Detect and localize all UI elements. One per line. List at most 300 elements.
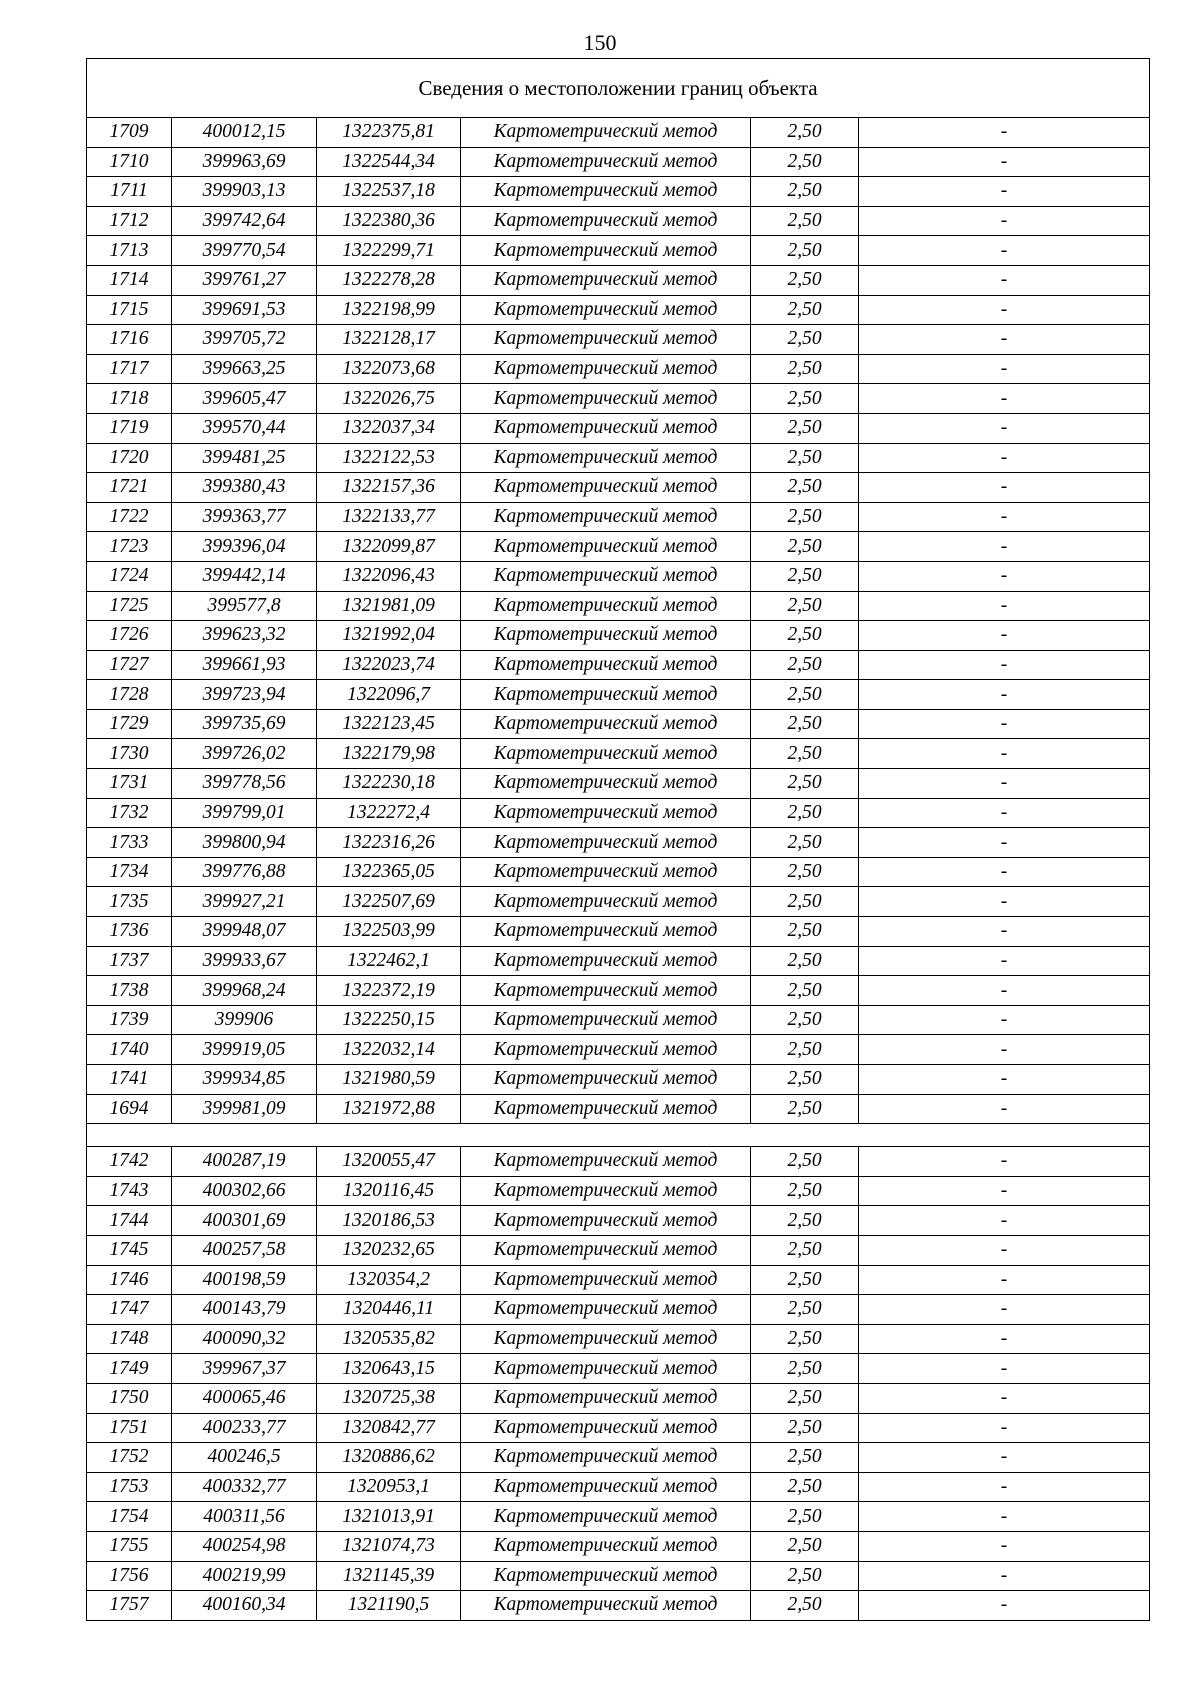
accuracy-cell: 2,50 <box>751 1005 859 1035</box>
y-coordinate-cell: 1320535,82 <box>317 1324 461 1354</box>
accuracy-cell: 2,50 <box>751 1324 859 1354</box>
x-coordinate-cell: 400246,5 <box>172 1443 317 1473</box>
accuracy-cell: 2,50 <box>751 236 859 266</box>
x-coordinate-cell: 399396,04 <box>172 532 317 562</box>
method-cell: Картометрический метод <box>461 591 751 621</box>
y-coordinate-cell: 1322073,68 <box>317 354 461 384</box>
method-cell: Картометрический метод <box>461 887 751 917</box>
x-coordinate-cell: 399968,24 <box>172 976 317 1006</box>
point-number-cell: 1715 <box>87 295 172 325</box>
y-coordinate-cell: 1320886,62 <box>317 1443 461 1473</box>
accuracy-cell: 2,50 <box>751 857 859 887</box>
note-cell: - <box>859 769 1150 799</box>
table-row <box>87 1265 1150 1295</box>
group-separator-cell <box>87 1124 1150 1147</box>
point-number-cell: 1709 <box>87 118 172 148</box>
accuracy-cell: 2,50 <box>751 384 859 414</box>
method-cell: Картометрический метод <box>461 946 751 976</box>
accuracy-cell: 2,50 <box>751 887 859 917</box>
note-cell: - <box>859 828 1150 858</box>
table-row <box>87 798 1150 828</box>
point-number-cell: 1749 <box>87 1354 172 1384</box>
y-coordinate-cell: 1322544,34 <box>317 147 461 177</box>
x-coordinate-cell: 399735,69 <box>172 709 317 739</box>
note-cell: - <box>859 1094 1150 1124</box>
y-coordinate-cell: 1322503,99 <box>317 917 461 947</box>
note-cell: - <box>859 946 1150 976</box>
point-number-cell: 1722 <box>87 502 172 532</box>
note-cell: - <box>859 177 1150 207</box>
table-row <box>87 1176 1150 1206</box>
note-cell: - <box>859 1383 1150 1413</box>
table-row <box>87 857 1150 887</box>
note-cell: - <box>859 739 1150 769</box>
method-cell: Картометрический метод <box>461 443 751 473</box>
y-coordinate-cell: 1321972,88 <box>317 1094 461 1124</box>
note-cell: - <box>859 147 1150 177</box>
point-number-cell: 1737 <box>87 946 172 976</box>
x-coordinate-cell: 400287,19 <box>172 1147 317 1177</box>
accuracy-cell: 2,50 <box>751 1206 859 1236</box>
table-row <box>87 591 1150 621</box>
point-number-cell: 1733 <box>87 828 172 858</box>
point-number-cell: 1744 <box>87 1206 172 1236</box>
method-cell: Картометрический метод <box>461 1383 751 1413</box>
x-coordinate-cell: 400257,58 <box>172 1235 317 1265</box>
y-coordinate-cell: 1321013,91 <box>317 1502 461 1532</box>
method-cell: Картометрический метод <box>461 769 751 799</box>
x-coordinate-cell: 399776,88 <box>172 857 317 887</box>
accuracy-cell: 2,50 <box>751 443 859 473</box>
accuracy-cell: 2,50 <box>751 1176 859 1206</box>
note-cell: - <box>859 917 1150 947</box>
note-cell: - <box>859 354 1150 384</box>
y-coordinate-cell: 1322462,1 <box>317 946 461 976</box>
accuracy-cell: 2,50 <box>751 680 859 710</box>
point-number-cell: 1747 <box>87 1295 172 1325</box>
x-coordinate-cell: 399605,47 <box>172 384 317 414</box>
note-cell: - <box>859 887 1150 917</box>
method-cell: Картометрический метод <box>461 1354 751 1384</box>
accuracy-cell: 2,50 <box>751 502 859 532</box>
method-cell: Картометрический метод <box>461 1295 751 1325</box>
accuracy-cell: 2,50 <box>751 354 859 384</box>
note-cell: - <box>859 1295 1150 1325</box>
point-number-cell: 1730 <box>87 739 172 769</box>
y-coordinate-cell: 1322380,36 <box>317 206 461 236</box>
x-coordinate-cell: 399967,37 <box>172 1354 317 1384</box>
x-coordinate-cell: 400012,15 <box>172 118 317 148</box>
note-cell: - <box>859 295 1150 325</box>
point-number-cell: 1757 <box>87 1591 172 1621</box>
table-row <box>87 1295 1150 1325</box>
table-row <box>87 1531 1150 1561</box>
accuracy-cell: 2,50 <box>751 739 859 769</box>
method-cell: Картометрический метод <box>461 384 751 414</box>
x-coordinate-cell: 399919,05 <box>172 1035 317 1065</box>
accuracy-cell: 2,50 <box>751 769 859 799</box>
note-cell: - <box>859 857 1150 887</box>
table-title: Сведения о местоположении границ объекта <box>87 59 1150 118</box>
x-coordinate-cell: 399963,69 <box>172 147 317 177</box>
x-coordinate-cell: 399623,32 <box>172 621 317 651</box>
note-cell: - <box>859 798 1150 828</box>
note-cell: - <box>859 591 1150 621</box>
x-coordinate-cell: 399363,77 <box>172 502 317 532</box>
table-row <box>87 1383 1150 1413</box>
note-cell: - <box>859 1443 1150 1473</box>
method-cell: Картометрический метод <box>461 857 751 887</box>
accuracy-cell: 2,50 <box>751 798 859 828</box>
table-row <box>87 976 1150 1006</box>
x-coordinate-cell: 399570,44 <box>172 413 317 443</box>
accuracy-cell: 2,50 <box>751 532 859 562</box>
y-coordinate-cell: 1322375,81 <box>317 118 461 148</box>
method-cell: Картометрический метод <box>461 1413 751 1443</box>
accuracy-cell: 2,50 <box>751 828 859 858</box>
y-coordinate-cell: 1322123,45 <box>317 709 461 739</box>
note-cell: - <box>859 1265 1150 1295</box>
note-cell: - <box>859 1413 1150 1443</box>
group-separator-row <box>87 1124 1150 1147</box>
y-coordinate-cell: 1320643,15 <box>317 1354 461 1384</box>
point-number-cell: 1751 <box>87 1413 172 1443</box>
accuracy-cell: 2,50 <box>751 976 859 1006</box>
note-cell: - <box>859 473 1150 503</box>
method-cell: Картометрический метод <box>461 1235 751 1265</box>
accuracy-cell: 2,50 <box>751 1295 859 1325</box>
note-cell: - <box>859 561 1150 591</box>
table-row <box>87 295 1150 325</box>
table-row <box>87 118 1150 148</box>
point-number-cell: 1753 <box>87 1472 172 1502</box>
accuracy-cell: 2,50 <box>751 1531 859 1561</box>
y-coordinate-cell: 1322133,77 <box>317 502 461 532</box>
table-row <box>87 1591 1150 1621</box>
point-number-cell: 1750 <box>87 1383 172 1413</box>
x-coordinate-cell: 399577,8 <box>172 591 317 621</box>
table-row <box>87 1472 1150 1502</box>
y-coordinate-cell: 1320446,11 <box>317 1295 461 1325</box>
point-number-cell: 1731 <box>87 769 172 799</box>
y-coordinate-cell: 1322250,15 <box>317 1005 461 1035</box>
method-cell: Картометрический метод <box>461 295 751 325</box>
point-number-cell: 1710 <box>87 147 172 177</box>
y-coordinate-cell: 1320055,47 <box>317 1147 461 1177</box>
table-row <box>87 709 1150 739</box>
point-number-cell: 1746 <box>87 1265 172 1295</box>
table-row <box>87 443 1150 473</box>
note-cell: - <box>859 265 1150 295</box>
point-number-cell: 1739 <box>87 1005 172 1035</box>
note-cell: - <box>859 1176 1150 1206</box>
y-coordinate-cell: 1322096,7 <box>317 680 461 710</box>
boundary-coordinates-table <box>86 58 1150 1621</box>
point-number-cell: 1714 <box>87 265 172 295</box>
note-cell: - <box>859 709 1150 739</box>
method-cell: Картометрический метод <box>461 680 751 710</box>
point-number-cell: 1740 <box>87 1035 172 1065</box>
accuracy-cell: 2,50 <box>751 709 859 739</box>
table-row <box>87 1094 1150 1124</box>
method-cell: Картометрический метод <box>461 325 751 355</box>
table-row <box>87 532 1150 562</box>
note-cell: - <box>859 976 1150 1006</box>
point-number-cell: 1721 <box>87 473 172 503</box>
x-coordinate-cell: 399726,02 <box>172 739 317 769</box>
table-row <box>87 561 1150 591</box>
x-coordinate-cell: 400143,79 <box>172 1295 317 1325</box>
y-coordinate-cell: 1322507,69 <box>317 887 461 917</box>
method-cell: Картометрический метод <box>461 1094 751 1124</box>
y-coordinate-cell: 1320186,53 <box>317 1206 461 1236</box>
x-coordinate-cell: 399948,07 <box>172 917 317 947</box>
point-number-cell: 1742 <box>87 1147 172 1177</box>
method-cell: Картометрический метод <box>461 1443 751 1473</box>
point-number-cell: 1755 <box>87 1531 172 1561</box>
note-cell: - <box>859 502 1150 532</box>
y-coordinate-cell: 1322096,43 <box>317 561 461 591</box>
point-number-cell: 1735 <box>87 887 172 917</box>
x-coordinate-cell: 400254,98 <box>172 1531 317 1561</box>
note-cell: - <box>859 532 1150 562</box>
table-row <box>87 502 1150 532</box>
x-coordinate-cell: 400160,34 <box>172 1591 317 1621</box>
method-cell: Картометрический метод <box>461 1561 751 1591</box>
y-coordinate-cell: 1322037,34 <box>317 413 461 443</box>
accuracy-cell: 2,50 <box>751 325 859 355</box>
note-cell: - <box>859 413 1150 443</box>
method-cell: Картометрический метод <box>461 650 751 680</box>
y-coordinate-cell: 1321145,39 <box>317 1561 461 1591</box>
point-number-cell: 1716 <box>87 325 172 355</box>
y-coordinate-cell: 1320116,45 <box>317 1176 461 1206</box>
table-row <box>87 1413 1150 1443</box>
y-coordinate-cell: 1322099,87 <box>317 532 461 562</box>
point-number-cell: 1720 <box>87 443 172 473</box>
accuracy-cell: 2,50 <box>751 1235 859 1265</box>
table-header-row <box>87 59 1150 118</box>
table-row <box>87 147 1150 177</box>
method-cell: Картометрический метод <box>461 1065 751 1095</box>
table-row <box>87 1502 1150 1532</box>
accuracy-cell: 2,50 <box>751 1265 859 1295</box>
y-coordinate-cell: 1321074,73 <box>317 1531 461 1561</box>
method-cell: Картометрический метод <box>461 532 751 562</box>
note-cell: - <box>859 443 1150 473</box>
method-cell: Картометрический метод <box>461 265 751 295</box>
y-coordinate-cell: 1322372,19 <box>317 976 461 1006</box>
x-coordinate-cell: 400233,77 <box>172 1413 317 1443</box>
method-cell: Картометрический метод <box>461 709 751 739</box>
method-cell: Картометрический метод <box>461 502 751 532</box>
y-coordinate-cell: 1322026,75 <box>317 384 461 414</box>
point-number-cell: 1732 <box>87 798 172 828</box>
accuracy-cell: 2,50 <box>751 1413 859 1443</box>
table-row <box>87 325 1150 355</box>
method-cell: Картометрический метод <box>461 177 751 207</box>
accuracy-cell: 2,50 <box>751 561 859 591</box>
method-cell: Картометрический метод <box>461 413 751 443</box>
note-cell: - <box>859 650 1150 680</box>
table-row <box>87 354 1150 384</box>
table-row <box>87 769 1150 799</box>
x-coordinate-cell: 399800,94 <box>172 828 317 858</box>
note-cell: - <box>859 384 1150 414</box>
note-cell: - <box>859 1206 1150 1236</box>
accuracy-cell: 2,50 <box>751 1147 859 1177</box>
page-number: 150 <box>583 30 617 55</box>
x-coordinate-cell: 399481,25 <box>172 443 317 473</box>
y-coordinate-cell: 1321981,09 <box>317 591 461 621</box>
table-row <box>87 236 1150 266</box>
accuracy-cell: 2,50 <box>751 206 859 236</box>
point-number-cell: 1728 <box>87 680 172 710</box>
method-cell: Картометрический метод <box>461 1591 751 1621</box>
accuracy-cell: 2,50 <box>751 1383 859 1413</box>
point-number-cell: 1719 <box>87 413 172 443</box>
table-row <box>87 265 1150 295</box>
y-coordinate-cell: 1322032,14 <box>317 1035 461 1065</box>
table-row <box>87 887 1150 917</box>
note-cell: - <box>859 1472 1150 1502</box>
note-cell: - <box>859 1005 1150 1035</box>
table-row <box>87 739 1150 769</box>
y-coordinate-cell: 1322179,98 <box>317 739 461 769</box>
table-row <box>87 1443 1150 1473</box>
point-number-cell: 1723 <box>87 532 172 562</box>
accuracy-cell: 2,50 <box>751 265 859 295</box>
y-coordinate-cell: 1322122,53 <box>317 443 461 473</box>
accuracy-cell: 2,50 <box>751 1094 859 1124</box>
method-cell: Картометрический метод <box>461 236 751 266</box>
method-cell: Картометрический метод <box>461 1206 751 1236</box>
y-coordinate-cell: 1322316,26 <box>317 828 461 858</box>
y-coordinate-cell: 1321992,04 <box>317 621 461 651</box>
table-row <box>87 621 1150 651</box>
point-number-cell: 1724 <box>87 561 172 591</box>
y-coordinate-cell: 1322198,99 <box>317 295 461 325</box>
point-number-cell: 1756 <box>87 1561 172 1591</box>
x-coordinate-cell: 400065,46 <box>172 1383 317 1413</box>
point-number-cell: 1726 <box>87 621 172 651</box>
method-cell: Картометрический метод <box>461 1472 751 1502</box>
y-coordinate-cell: 1320725,38 <box>317 1383 461 1413</box>
point-number-cell: 1736 <box>87 917 172 947</box>
y-coordinate-cell: 1322299,71 <box>317 236 461 266</box>
x-coordinate-cell: 400198,59 <box>172 1265 317 1295</box>
table-row <box>87 206 1150 236</box>
x-coordinate-cell: 399778,56 <box>172 769 317 799</box>
table-row <box>87 946 1150 976</box>
table-row <box>87 828 1150 858</box>
x-coordinate-cell: 399723,94 <box>172 680 317 710</box>
table-row <box>87 917 1150 947</box>
note-cell: - <box>859 118 1150 148</box>
table-row <box>87 177 1150 207</box>
x-coordinate-cell: 399761,27 <box>172 265 317 295</box>
method-cell: Картометрический метод <box>461 976 751 1006</box>
accuracy-cell: 2,50 <box>751 118 859 148</box>
method-cell: Картометрический метод <box>461 739 751 769</box>
accuracy-cell: 2,50 <box>751 1035 859 1065</box>
x-coordinate-cell: 399934,85 <box>172 1065 317 1095</box>
note-cell: - <box>859 206 1150 236</box>
accuracy-cell: 2,50 <box>751 1591 859 1621</box>
table-row <box>87 1035 1150 1065</box>
note-cell: - <box>859 1354 1150 1384</box>
table-row <box>87 1206 1150 1236</box>
point-number-cell: 1754 <box>87 1502 172 1532</box>
accuracy-cell: 2,50 <box>751 413 859 443</box>
method-cell: Картометрический метод <box>461 1176 751 1206</box>
point-number-cell: 1734 <box>87 857 172 887</box>
method-cell: Картометрический метод <box>461 917 751 947</box>
note-cell: - <box>859 236 1150 266</box>
note-cell: - <box>859 1561 1150 1591</box>
y-coordinate-cell: 1322365,05 <box>317 857 461 887</box>
note-cell: - <box>859 1035 1150 1065</box>
accuracy-cell: 2,50 <box>751 147 859 177</box>
y-coordinate-cell: 1320232,65 <box>317 1235 461 1265</box>
note-cell: - <box>859 621 1150 651</box>
y-coordinate-cell: 1321190,5 <box>317 1591 461 1621</box>
method-cell: Картометрический метод <box>461 1324 751 1354</box>
method-cell: Картометрический метод <box>461 828 751 858</box>
accuracy-cell: 2,50 <box>751 917 859 947</box>
y-coordinate-cell: 1320354,2 <box>317 1265 461 1295</box>
point-number-cell: 1712 <box>87 206 172 236</box>
point-number-cell: 1745 <box>87 1235 172 1265</box>
note-cell: - <box>859 1502 1150 1532</box>
x-coordinate-cell: 399742,64 <box>172 206 317 236</box>
note-cell: - <box>859 680 1150 710</box>
table-row <box>87 1235 1150 1265</box>
method-cell: Картометрический метод <box>461 1147 751 1177</box>
table-row <box>87 1147 1150 1177</box>
method-cell: Картометрический метод <box>461 473 751 503</box>
point-number-cell: 1741 <box>87 1065 172 1095</box>
point-number-cell: 1729 <box>87 709 172 739</box>
table-row <box>87 1065 1150 1095</box>
point-number-cell: 1717 <box>87 354 172 384</box>
x-coordinate-cell: 400302,66 <box>172 1176 317 1206</box>
accuracy-cell: 2,50 <box>751 1472 859 1502</box>
point-number-cell: 1725 <box>87 591 172 621</box>
accuracy-cell: 2,50 <box>751 177 859 207</box>
y-coordinate-cell: 1322278,28 <box>317 265 461 295</box>
accuracy-cell: 2,50 <box>751 621 859 651</box>
point-number-cell: 1727 <box>87 650 172 680</box>
x-coordinate-cell: 399903,13 <box>172 177 317 207</box>
x-coordinate-cell: 400219,99 <box>172 1561 317 1591</box>
accuracy-cell: 2,50 <box>751 650 859 680</box>
x-coordinate-cell: 400311,56 <box>172 1502 317 1532</box>
note-cell: - <box>859 1591 1150 1621</box>
note-cell: - <box>859 1065 1150 1095</box>
table-row <box>87 413 1150 443</box>
table-row <box>87 1561 1150 1591</box>
accuracy-cell: 2,50 <box>751 591 859 621</box>
point-number-cell: 1694 <box>87 1094 172 1124</box>
method-cell: Картометрический метод <box>461 1035 751 1065</box>
method-cell: Картометрический метод <box>461 147 751 177</box>
table-row <box>87 384 1150 414</box>
accuracy-cell: 2,50 <box>751 1443 859 1473</box>
table-row <box>87 473 1150 503</box>
x-coordinate-cell: 399981,09 <box>172 1094 317 1124</box>
x-coordinate-cell: 400090,32 <box>172 1324 317 1354</box>
